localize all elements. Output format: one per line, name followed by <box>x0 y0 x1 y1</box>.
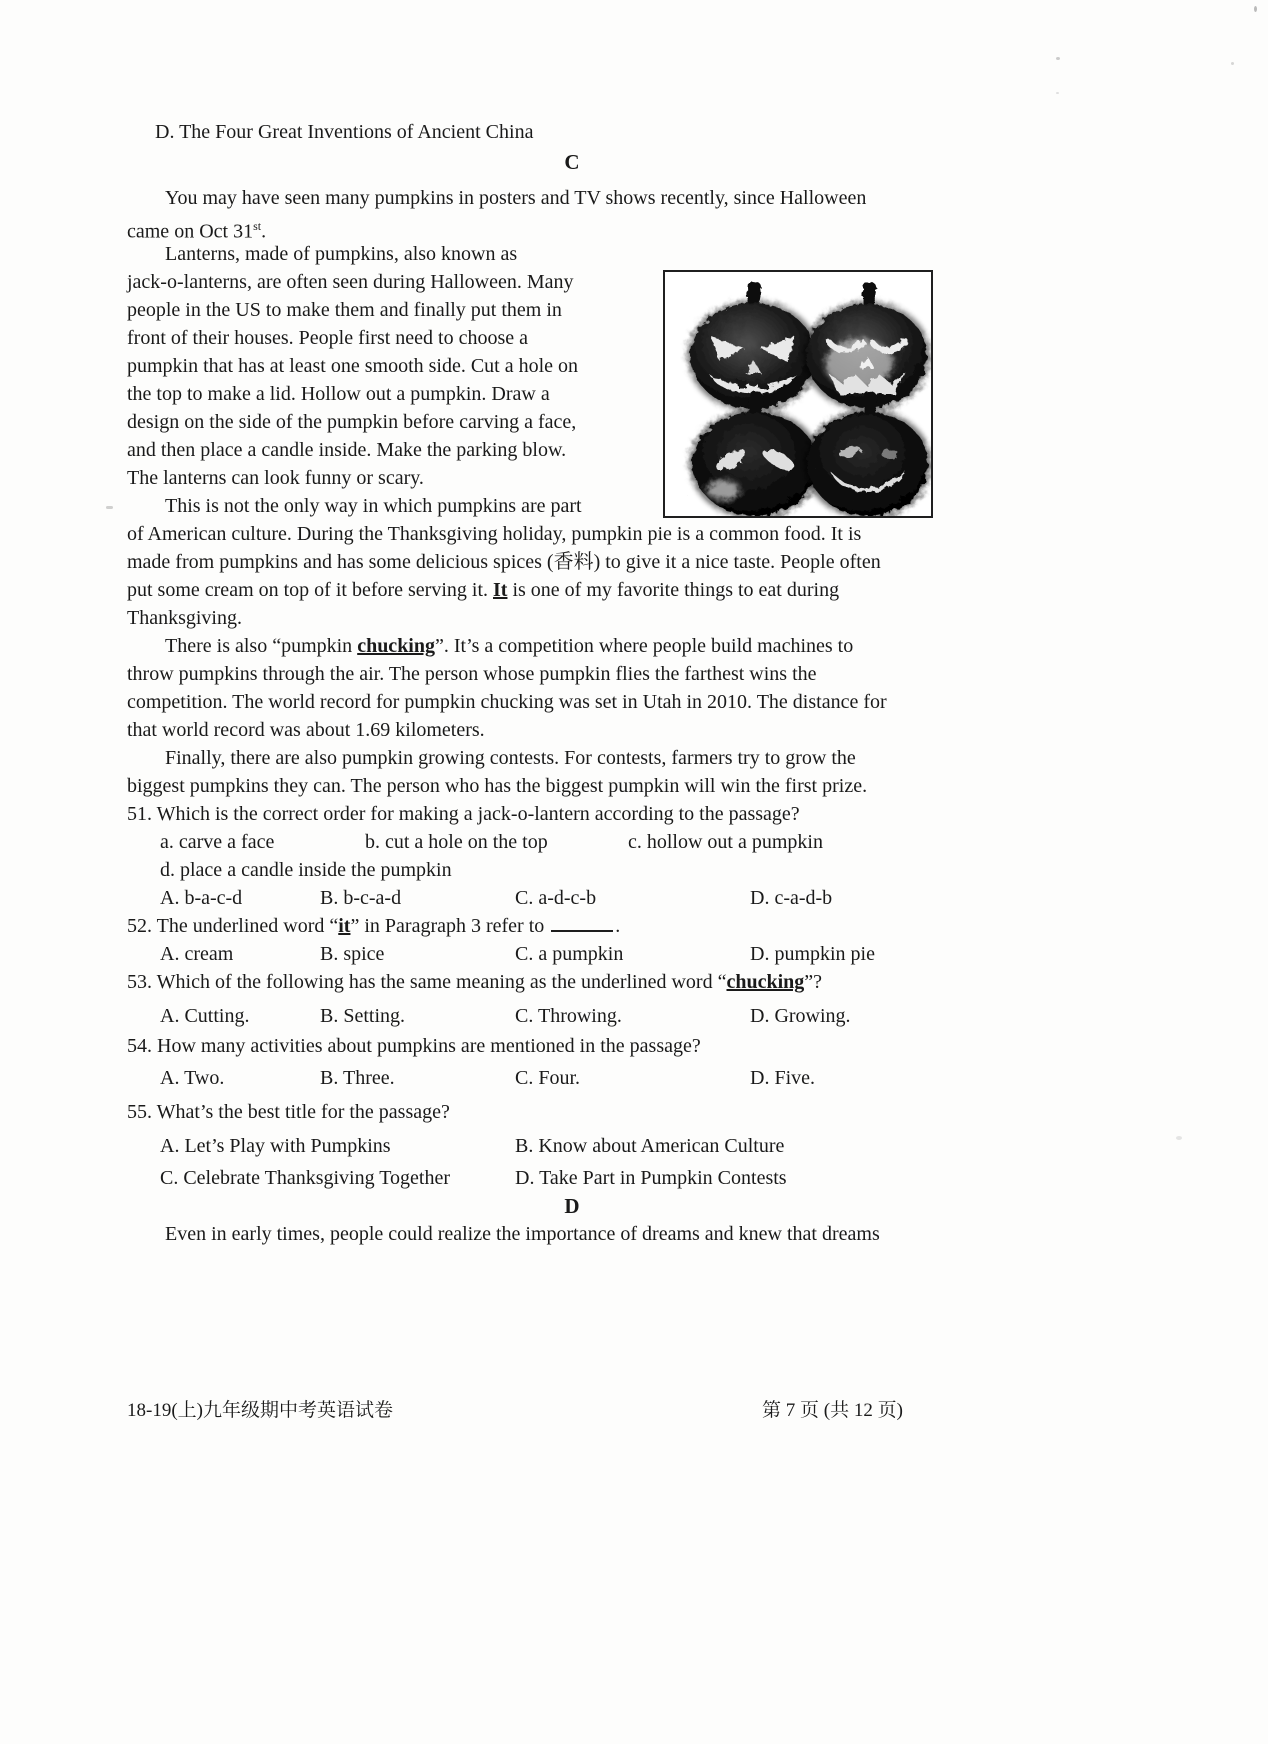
superscript-st: st <box>253 219 262 233</box>
q51-sub-c: c. hollow out a pumpkin <box>628 831 823 853</box>
passage-line: jack-o-lanterns, are often seen during Halloween. Many <box>127 271 574 293</box>
q51-sub-d: d. place a candle inside the pumpkin <box>160 859 452 881</box>
q52-option-d: D. pumpkin pie <box>750 943 875 965</box>
passage-line: competition. The world record for pumpkin chucking was set in Utah in 2010. The distance for <box>127 691 887 713</box>
question-51-subitems <box>127 828 1017 856</box>
previous-question-option-d: D. The Four Great Inventions of Ancient China <box>155 121 534 143</box>
answer-blank <box>551 925 613 932</box>
passage-line: throw pumpkins through the air. The person whose pumpkin flies the farthest wins the <box>127 663 817 685</box>
q55-option-b: B. Know about American Culture <box>515 1135 785 1157</box>
q54-option-b: B. Three. <box>320 1067 395 1089</box>
question-55-options-row2 <box>127 1164 1017 1192</box>
q51-option-b: B. b-c-a-d <box>320 887 402 909</box>
q51-option-c: C. a-d-c-b <box>515 887 597 909</box>
footer-exam-title: 18-19(上)九年级期中考英语试卷 <box>127 1400 393 1421</box>
q51-sub-a: a. carve a face <box>160 831 275 853</box>
underlined-word-it: It <box>493 579 508 601</box>
underlined-word-chucking: chucking <box>726 971 805 993</box>
scan-artifact <box>1231 62 1234 65</box>
q52-option-b: B. spice <box>320 943 385 965</box>
passage-intro-line: You may have seen many pumpkins in posters and TV shows recently, since Halloween <box>165 187 867 209</box>
passage-line: Thanksgiving. <box>127 607 242 629</box>
passage-line: design on the side of the pumpkin before carving a face, <box>127 411 577 433</box>
q52-option-a: A. cream <box>160 943 234 965</box>
q53-option-a: A. Cutting. <box>160 1005 250 1027</box>
exam-content <box>127 118 1017 1248</box>
scan-artifact <box>1254 6 1257 12</box>
q51-option-d: D. c-a-d-b <box>750 887 833 909</box>
passage-line: Finally, there are also pumpkin growing contests. For contests, farmers try to grow the <box>165 747 856 769</box>
passage-line: There is also “pumpkin chucking”. It’s a competition where people build machines to <box>165 635 854 657</box>
passage-line: made from pumpkins and has some delicious spices (香料) to give it a nice taste. People often <box>127 551 881 573</box>
question-53-stem: 53. Which of the following has the same meaning as the underlined word “chucking”? <box>127 971 823 993</box>
question-55-options-row1 <box>127 1132 1017 1160</box>
question-51-options <box>127 884 1017 912</box>
section-d-first-line: Even in early times, people could realize the importance of dreams and knew that dreams <box>165 1223 880 1245</box>
passage-line: The lanterns can look funny or scary. <box>127 467 424 489</box>
question-51-stem: 51. Which is the correct order for making a jack-o-lantern according to the passage? <box>127 803 800 825</box>
question-54-stem: 54. How many activities about pumpkins are mentioned in the passage? <box>127 1035 701 1057</box>
underlined-word-chucking: chucking <box>357 635 435 657</box>
q54-option-d: D. Five. <box>750 1067 815 1089</box>
q51-sub-b: b. cut a hole on the top <box>365 831 548 853</box>
question-55-stem: 55. What’s the best title for the passage? <box>127 1101 450 1123</box>
passage-two-column-block <box>127 240 1017 492</box>
jack-o-lantern-illustration <box>665 272 931 516</box>
passage-line: front of their houses. People first need to choose a <box>127 327 529 349</box>
question-52-stem: 52. The underlined word “it” in Paragraph 3 refer to . <box>127 915 621 937</box>
passage-line: of American culture. During the Thanksgiving holiday, pumpkin pie is a common food. It is <box>127 523 862 545</box>
pumpkin-figure <box>663 270 933 518</box>
question-54-options <box>127 1064 1017 1092</box>
scan-artifact <box>1056 92 1059 94</box>
q53-option-c: C. Throwing. <box>515 1005 622 1027</box>
question-52-options <box>127 940 1017 968</box>
section-d-heading: D <box>564 1194 580 1218</box>
passage-line: put some cream on top of it before serving it. It is one of my favorite things to eat during <box>127 579 840 601</box>
q51-option-a: A. b-a-c-d <box>160 887 243 909</box>
question-53-options <box>127 1002 1017 1030</box>
passage-line: people in the US to make them and finally put them in <box>127 299 562 321</box>
passage-intro-line: came on Oct 31st. <box>127 219 267 243</box>
passage-line: biggest pumpkins they can. The person who has the biggest pumpkin will win the first prize. <box>127 775 868 797</box>
passage-line: that world record was about 1.69 kilometers. <box>127 719 485 741</box>
q53-option-b: B. Setting. <box>320 1005 406 1027</box>
footer-page-number: 第 7 页 (共 12 页) <box>762 1400 903 1421</box>
q54-option-c: C. Four. <box>515 1067 581 1089</box>
passage-line: and then place a candle inside. Make the parking blow. <box>127 439 567 461</box>
passage-line: pumpkin that has at least one smooth side. Cut a hole on <box>127 355 579 377</box>
passage-line: This is not the only way in which pumpkins are part <box>165 495 582 517</box>
q55-option-a: A. Let’s Play with Pumpkins <box>160 1135 391 1157</box>
scan-artifact <box>1056 57 1060 60</box>
scan-artifact <box>1176 1136 1182 1140</box>
passage-line: Lanterns, made of pumpkins, also known as <box>165 243 518 265</box>
underlined-word-it: it <box>338 915 351 937</box>
q53-option-d: D. Growing. <box>750 1005 851 1027</box>
scan-artifact <box>106 506 113 509</box>
section-c-heading: C <box>564 150 580 174</box>
q55-option-c: C. Celebrate Thanksgiving Together <box>160 1167 451 1189</box>
q54-option-a: A. Two. <box>160 1067 225 1089</box>
q55-option-d: D. Take Part in Pumpkin Contests <box>515 1167 787 1189</box>
passage-line: the top to make a lid. Hollow out a pumpkin. Draw a <box>127 383 550 405</box>
q52-option-c: C. a pumpkin <box>515 943 624 965</box>
